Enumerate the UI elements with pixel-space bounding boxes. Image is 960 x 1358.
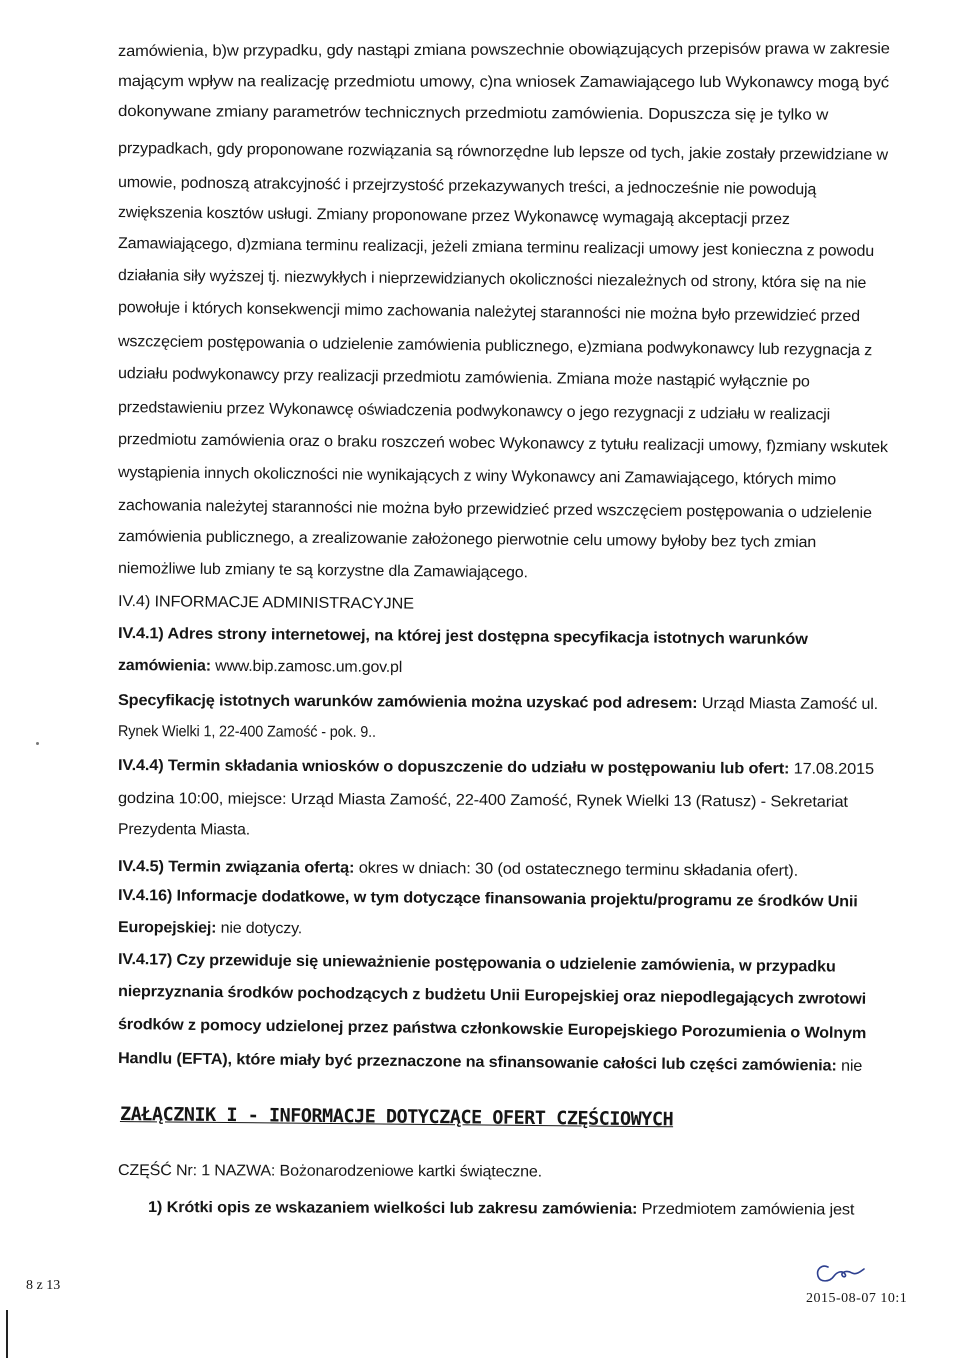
text-line xyxy=(118,1161,542,1182)
text-segment: niemożliwe lub zmiany te są korzystne dla Zamawiającego. xyxy=(117,560,528,582)
text-segment: zwiększenia kosztów usługi. Zmiany proponowane przez Wykonawcę wymagają akceptacji przez xyxy=(117,204,790,229)
scan-edge-mark xyxy=(6,1310,8,1358)
text-line xyxy=(118,173,816,200)
text-line xyxy=(118,559,528,583)
text-line xyxy=(118,722,376,743)
scan-speck xyxy=(36,742,39,745)
text-line xyxy=(118,298,860,327)
text-line xyxy=(118,463,836,491)
text-segment: zachowania należytej staranności nie można było przewidzieć przed wszczęciem postępowania o udzielenie xyxy=(117,497,872,522)
text-line xyxy=(118,624,808,650)
text-segment: udziału podwykonawcy przy realizacji przedmiotu zamówienia. Zmiana może nastąpić wyłącznie po xyxy=(117,365,810,391)
bold-text-segment: IV.4.4) Termin składania wniosków o dopuszczenie do udziału w postępowaniu lub ofert: xyxy=(117,757,794,778)
text-segment: IV.4) INFORMACJE ADMINISTRACYJNE xyxy=(117,593,414,613)
text-segment: przedstawieniu przez Wykonawcę oświadczenia podwykonawcy o jego rezygnacji z udziału w realizacji xyxy=(117,399,831,424)
text-segment: dokonywane zmiany parametrów technicznych przedmiotu zamówienia. Dopuszcza się je tylko w xyxy=(117,103,829,124)
text-segment: Bożonarodzeniowe kartki świąteczne. xyxy=(279,1162,543,1181)
text-line xyxy=(118,332,872,361)
text-line xyxy=(118,886,858,912)
text-line xyxy=(118,266,866,294)
text-segment: nie xyxy=(840,1057,863,1075)
text-segment: przypadkach, gdy proponowane rozwiązania są równorzędne lub lepsze od tych, jakie zostały przewidziane w xyxy=(117,140,889,164)
bold-text-segment: IV.4.16) Informacje dodatkowe, w tym dotyczące finansowania projektu/programu ze środków Unii xyxy=(117,887,858,911)
text-line xyxy=(118,139,888,166)
text-segment: Prezydenta Miasta. xyxy=(117,821,250,839)
text-segment: okres w dniach: 30 (od ostatecznego terminu składania ofert). xyxy=(358,859,799,880)
text-line xyxy=(118,364,810,392)
text-line xyxy=(118,756,874,780)
text-segment: powołuje i których konsekwencji mimo zachowania należytej staranności nie można było przewidzieć przed xyxy=(117,299,861,326)
text-line xyxy=(118,820,250,840)
bold-text-segment: zamówienia: xyxy=(117,657,216,675)
text-line xyxy=(148,1198,854,1220)
text-segment: godzina 10:00, miejsce: Urząd Miasta Zamość, 22-400 Zamość, Rynek Wielki 13 (Ratusz) - Sekretariat xyxy=(117,790,848,811)
text-line xyxy=(118,691,878,715)
signature-icon xyxy=(812,1255,872,1289)
text-segment: nie dotyczy. xyxy=(220,919,303,938)
text-line xyxy=(118,527,816,553)
bold-text-segment: nieprzyznania środków pochodzących z budżetu Unii Europejskiej oraz niepodlegających zwrotowi xyxy=(117,983,867,1008)
bold-text-segment: IV.4.17) Czy przewiduje się unieważnienie postępowania o udzielenie zamówienia, w przypadku xyxy=(117,951,836,976)
text-line xyxy=(118,789,848,813)
text-segment: Rynek Wielki 1, 22-400 Zamość - pok. 9.. xyxy=(117,723,376,741)
text-line xyxy=(118,496,872,524)
text-segment: umowie, podnoszą atrakcyjność i przejrzystość przekazywanych treści, a jednocześnie nie powodują xyxy=(117,174,817,199)
text-line xyxy=(118,592,414,615)
text-line xyxy=(118,857,798,882)
bold-text-segment: 1) Krótki opis ze wskazaniem wielkości lub zakresu zamówienia: xyxy=(147,1199,642,1218)
text-line xyxy=(118,234,874,262)
text-segment: zamówienia, b)w przypadku, gdy nastąpi zmiana powszechnie obowiązujących przepisów prawa w zakresie xyxy=(117,40,890,60)
text-segment: mającym wpływ na realizację przedmiotu umowy, c)na wniosek Zamawiającego lub Wykonawcy mogą być xyxy=(117,73,889,92)
text-line xyxy=(118,656,402,678)
text-segment: www.bip.zamosc.um.gov.pl xyxy=(215,657,403,676)
bold-text-segment: środków z pomocy udzielonej przez państwa członkowskie Europejskiego Porozumienia o Wolnym xyxy=(117,1016,867,1043)
annex-heading: ZAŁĄCZNIK I - INFORMACJE DOTYCZĄCE OFERT CZĘŚCIOWYCH xyxy=(119,1104,674,1131)
text-segment: przedmiotu zamówienia oraz o braku roszczeń wobec Wykonawcy z tytułu realizacji umowy, f)zmiany wskutek xyxy=(117,431,888,457)
text-line xyxy=(118,430,888,458)
text-segment: zamówienia publicznego, a zrealizowanie założonego pierwotnie celu umowy byłoby bez tych zmian xyxy=(117,528,817,552)
text-line xyxy=(118,203,790,230)
bold-text-segment: Specyfikację istotnych warunków zamówienia można uzyskać pod adresem: xyxy=(117,692,702,713)
text-line xyxy=(118,1015,866,1044)
text-line xyxy=(118,918,302,939)
text-segment: Urząd Miasta Zamość ul. xyxy=(701,695,879,713)
text-line xyxy=(118,398,830,425)
page-number: 8 z 13 xyxy=(26,1278,61,1293)
text-line xyxy=(118,1049,862,1077)
text-line xyxy=(118,39,890,62)
text-line xyxy=(118,102,828,126)
text-segment: Przedmiotem zamówienia jest xyxy=(641,1200,855,1219)
text-line xyxy=(118,72,889,93)
text-segment: Zamawiającego, d)zmiana terminu realizacji, jeżeli zmiana terminu realizacji umowy jest konieczna z powodu xyxy=(117,235,875,260)
bold-text-segment: Handlu (EFTA), które miały być przeznaczone na sfinansowanie całości lub części zamówienia: xyxy=(117,1050,842,1075)
text-line xyxy=(118,950,836,978)
text-segment: działania siły wyższej tj. niezwykłych i nieprzewidzianych okoliczności niezależnych od strony, która się na nie xyxy=(117,267,867,292)
text-segment: CZĘŚĆ Nr: 1 NAZWA: xyxy=(117,1162,280,1180)
bold-text-segment: Europejskiej: xyxy=(117,919,221,937)
fax-timestamp: 2015-08-07 10:1 xyxy=(806,1291,908,1306)
bold-text-segment: IV.4.1) Adres strony internetowej, na której jest dostępna specyfikacja istotnych warunków xyxy=(117,625,808,649)
text-segment: wystąpienia innych okoliczności nie wynikających z winy Wykonawcy ani Zamawiającego, których mimo xyxy=(117,464,837,489)
text-segment: wszczęciem postępowania o udzielenie zamówienia publicznego, e)zmiana podwykonawcy lub rezygnacja z xyxy=(117,333,873,360)
text-line xyxy=(118,982,866,1010)
bold-text-segment: IV.4.5) Termin związania ofertą: xyxy=(117,858,359,877)
text-segment: 17.08.2015 xyxy=(793,760,874,778)
